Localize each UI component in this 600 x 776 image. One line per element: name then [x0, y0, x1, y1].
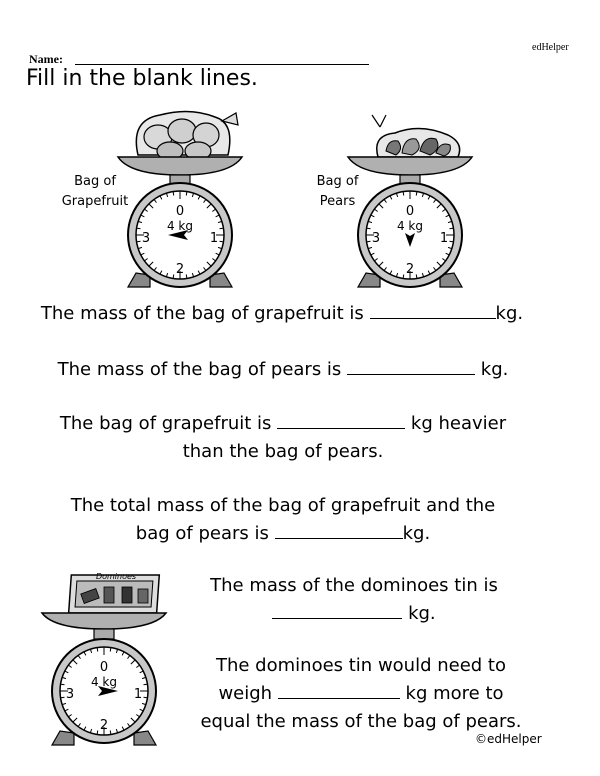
- question-3: [0, 410, 566, 466]
- dial-tick-mark: [367, 228, 371, 229]
- dial-tick-mark: [367, 241, 371, 242]
- question-4-unit: kg.: [402, 523, 431, 544]
- question-3-answer-blank[interactable]: [277, 410, 405, 429]
- question-6: [180, 652, 542, 736]
- question-4-answer-blank[interactable]: [275, 520, 403, 539]
- question-2-unit: kg.: [480, 359, 509, 380]
- dial-tick-mark: [220, 241, 224, 242]
- question-6-line1: The dominoes tin would need to: [215, 655, 507, 676]
- name-label: Name:: [29, 52, 63, 66]
- dominoes-tick-0: 0: [99, 660, 109, 675]
- question-6-answer-blank[interactable]: [278, 680, 400, 699]
- question-6-line3: equal the mass of the bag of pears.: [200, 711, 522, 732]
- question-1: [0, 300, 564, 328]
- dial-tick-mark: [144, 684, 148, 685]
- dominoes-tick-1: 1: [133, 687, 143, 702]
- grapefruit-tick-0: 0: [175, 204, 185, 219]
- dial-tick-mark: [173, 275, 174, 279]
- question-4-text: bag of pears is: [135, 523, 269, 544]
- grapefruit-tick-3: 3: [141, 231, 151, 246]
- question-5: [190, 572, 518, 628]
- pears-bag-icon: [372, 115, 460, 157]
- pears-label-line2: Pears: [319, 194, 356, 209]
- dial-tick-mark: [97, 648, 98, 652]
- dial-tick-mark: [137, 228, 141, 229]
- grapefruit-unit-label: 4 kg: [166, 219, 194, 233]
- name-field[interactable]: [75, 64, 369, 65]
- grapefruit-tick-2: 2: [175, 262, 185, 277]
- dial-tick-mark: [61, 697, 65, 698]
- question-3-line2: than the bag of pears.: [182, 441, 384, 462]
- dial-tick-mark: [137, 241, 141, 242]
- question-5-answer-blank[interactable]: [272, 600, 402, 619]
- question-5-line1: The mass of the dominoes tin is: [210, 575, 498, 596]
- dominoes-scale-illustration: [38, 565, 178, 750]
- pears-tick-2: 2: [405, 262, 415, 277]
- question-2-text: The mass of the bag of pears is: [57, 359, 342, 380]
- grapefruit-label-line2: Grapefruit: [61, 194, 129, 209]
- grapefruit-scale-illustration: [110, 105, 250, 290]
- question-4-line1: The total mass of the bag of grapefruit and the: [70, 495, 496, 516]
- dominoes-tick-3: 3: [65, 687, 75, 702]
- dial-tick-mark: [97, 731, 98, 735]
- dial-tick-mark: [416, 275, 417, 279]
- question-1-unit: kg.: [495, 303, 524, 324]
- dial-tick-mark: [220, 228, 224, 229]
- dominoes-tin-icon: [69, 572, 160, 613]
- pears-unit-label: 4 kg: [396, 219, 424, 233]
- dial-tick-mark: [61, 684, 65, 685]
- copyright: ©edHelper: [475, 732, 542, 746]
- dial-tick-mark: [186, 275, 187, 279]
- dial-tick-mark: [416, 192, 417, 196]
- question-4: [0, 492, 566, 548]
- grapefruit-bag-icon: [136, 111, 238, 160]
- pears-tick-3: 3: [371, 231, 381, 246]
- question-2: [0, 356, 566, 384]
- question-6-text: weigh: [218, 683, 273, 704]
- grapefruit-tick-1: 1: [209, 231, 219, 246]
- dial-tick-mark: [186, 192, 187, 196]
- pears-scale-illustration: [340, 105, 480, 290]
- dial-tick-mark: [450, 241, 454, 242]
- dominoes-unit-label: 4 kg: [90, 675, 118, 689]
- dial-tick-mark: [403, 192, 404, 196]
- question-5-unit: kg.: [408, 603, 436, 624]
- dominoes-tin-label: Dominoes: [95, 572, 137, 581]
- page-title: Fill in the blank lines.: [26, 66, 258, 91]
- question-3-unit: kg heavier: [410, 413, 507, 434]
- dial-tick-mark: [450, 228, 454, 229]
- dial-tick-mark: [110, 731, 111, 735]
- question-6-unit: kg more to: [405, 683, 504, 704]
- pears-tick-1: 1: [439, 231, 449, 246]
- dial-tick-mark: [173, 192, 174, 196]
- question-2-answer-blank[interactable]: [347, 356, 475, 375]
- question-1-answer-blank[interactable]: [370, 300, 496, 319]
- dial-tick-mark: [403, 275, 404, 279]
- brand-label: edHelper: [532, 42, 569, 53]
- question-1-text: The mass of the bag of grapefruit is: [40, 303, 364, 324]
- pears-tick-0: 0: [405, 204, 415, 219]
- dial-tick-mark: [144, 697, 148, 698]
- grapefruit-label-line1: Bag of: [74, 174, 116, 189]
- dial-tick-mark: [110, 648, 111, 652]
- question-3-text: The bag of grapefruit is: [59, 413, 272, 434]
- pears-label-line1: Bag of: [316, 174, 359, 189]
- dominoes-tick-2: 2: [99, 718, 109, 733]
